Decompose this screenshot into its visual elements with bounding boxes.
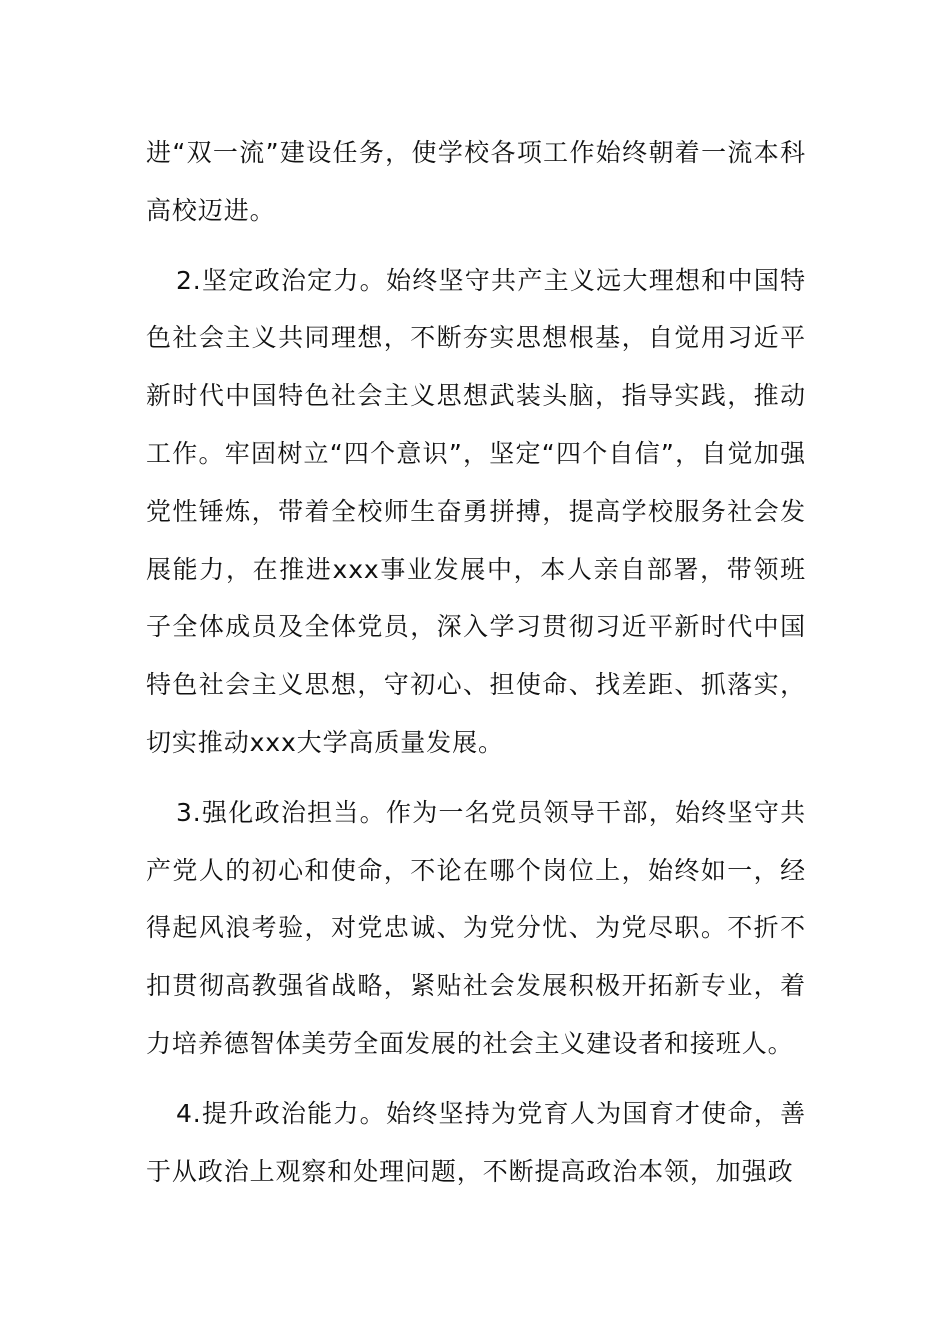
paragraph-political-determination: 2.坚定政治定力。始终坚守共产主义远大理想和中国特色社会主义共同理想，不断夯实思想根基，自觉用习近平新时代中国特色社会主义思想武装头脑，指导实践，推动工作。牢固树立“四个意识”，坚定“四个自信”，自觉加强党性锤炼，带着全校师生奋勇拼搏，提高学校服务社会发展能力，在推进xxx事业发展中，本人亲自部署，带领班子全体成员及全体党员，深入学习贯彻习近平新时代中国特色社会主义思想，守初心、担使命、找差距、抓落实，切实推动xxx大学高质量发展。 [146, 265, 806, 757]
paragraph-political-capability: 4.提升政治能力。始终坚持为党育人为国育才使命，善于从政治上观察和处理问题，不断提高政治本领，加强政 [146, 1098, 806, 1186]
paragraph-continuation: 进“双一流”建设任务，使学校各项工作始终朝着一流本科高校迈进。 [146, 138, 806, 225]
paragraph-political-responsibility: 3.强化政治担当。作为一名党员领导干部，始终坚守共产党人的初心和使命，不论在哪个岗位上，始终如一，经得起风浪考验，对党忠诚、为党分忧、为党尽职。不折不扣贯彻高教强省战略，紧贴社会发展积极开拓新专业，着力培养德智体美劳全面发展的社会主义建设者和接班人。 [146, 797, 806, 1058]
document-body [146, 124, 806, 1200]
